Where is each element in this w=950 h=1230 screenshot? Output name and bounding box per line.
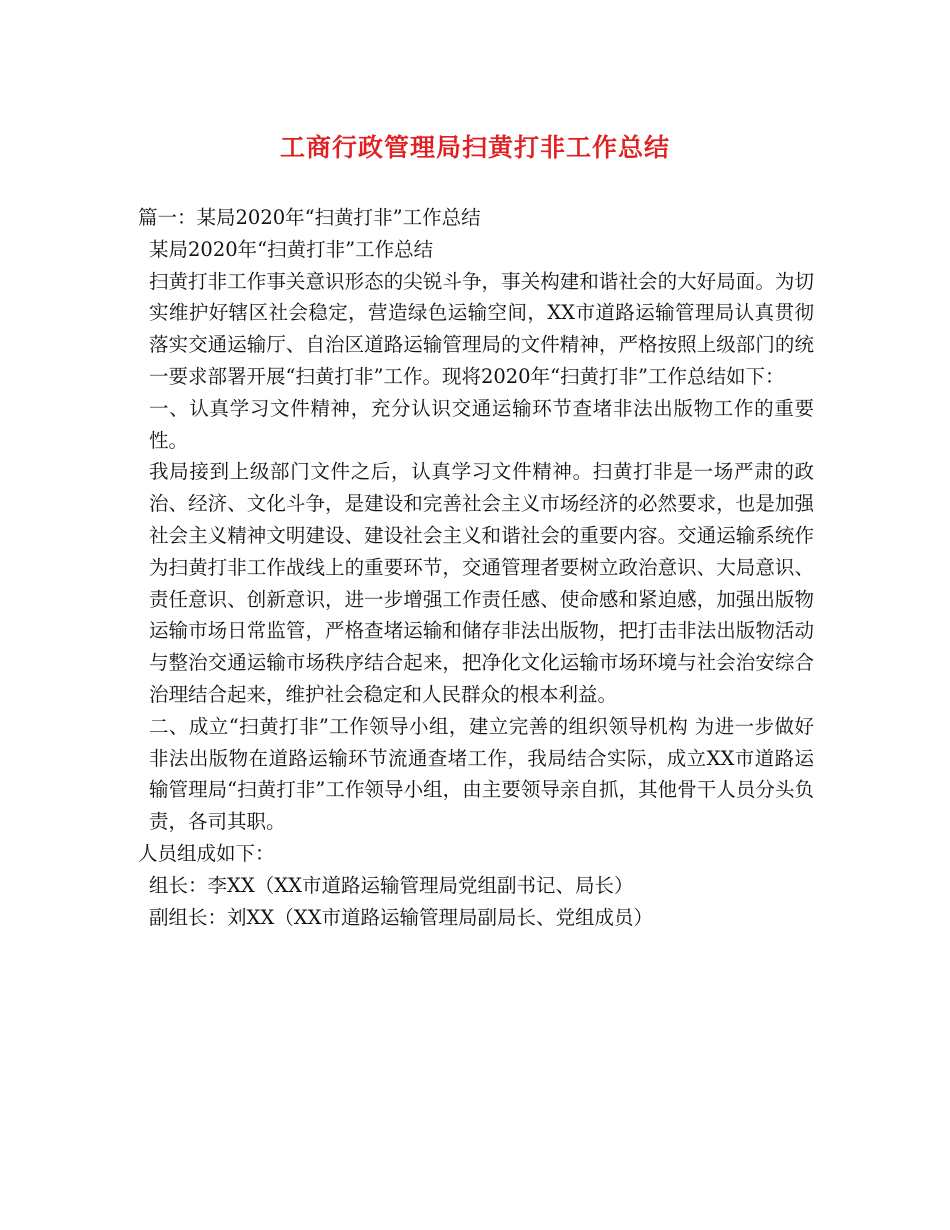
section-heading-part-one: 篇一：某局2020年“扫黄打非”工作总结 — [138, 206, 481, 229]
report-subtitle: 某局2020年“扫黄打非”工作总结 — [149, 237, 434, 261]
section-two-paragraph: 二、成立“扫黄打非”工作领导小组，建立完善的组织领导机构 为进一步做好非法出版物在道路运输环节流通查堵工作，我局结合实际，成立XX市道路运输管理局“扫黄打非”工作领导小组，由主要领导亲自抓，其他骨干人员分头负责，各司其职。 — [149, 714, 814, 834]
member-deputy-leader: 副组长：刘XX（XX市道路运输管理局副局长、党组成员） — [149, 905, 654, 929]
section-heading-one: 一、认真学习文件精神，充分认识交通运输环节查堵非法出版物工作的重要性。 — [149, 396, 814, 452]
document-title: 工商行政管理局扫黄打非工作总结 — [279, 133, 670, 162]
document-body — [138, 202, 814, 933]
section-one-paragraph: 我局接到上级部门文件之后，认真学习文件精神。扫黄打非是一场严肃的政治、经济、文化斗争，是建设和完善社会主义市场经济的必然要求，也是加强社会主义精神文明建设、建设社会主义和谐社会的重要内容。交通运输系统作为扫黄打非工作战线上的重要环节，交通管理者要树立政治意识、大局意识、责任意识、创新意识，进一步增强工作责任感、使命感和紧迫感，加强出版物运输市场日常监管，严格查堵运输和储存非法出版物，把打击非法出版物活动与整治交通运输市场秩序结合起来，把净化文化运输市场环境与社会治安综合治理结合起来，维护社会稳定和人民群众的根本利益。 — [149, 460, 814, 706]
member-leader: 组长：李XX（XX市道路运输管理局党组副书记、局长） — [149, 873, 634, 897]
members-heading: 人员组成如下： — [138, 841, 275, 865]
intro-paragraph: 扫黄打非工作事关意识形态的尖锐斗争，事关构建和谐社会的大好局面。为切实维护好辖区社会稳定，营造绿色运输空间，XX市道路运输管理局认真贯彻落实交通运输厅、自治区道路运输管理局的文件精神，严格按照上级部门的统一要求部署开展“扫黄打非”工作。现将2020年“扫黄打非”工作总结如下： — [149, 269, 814, 388]
